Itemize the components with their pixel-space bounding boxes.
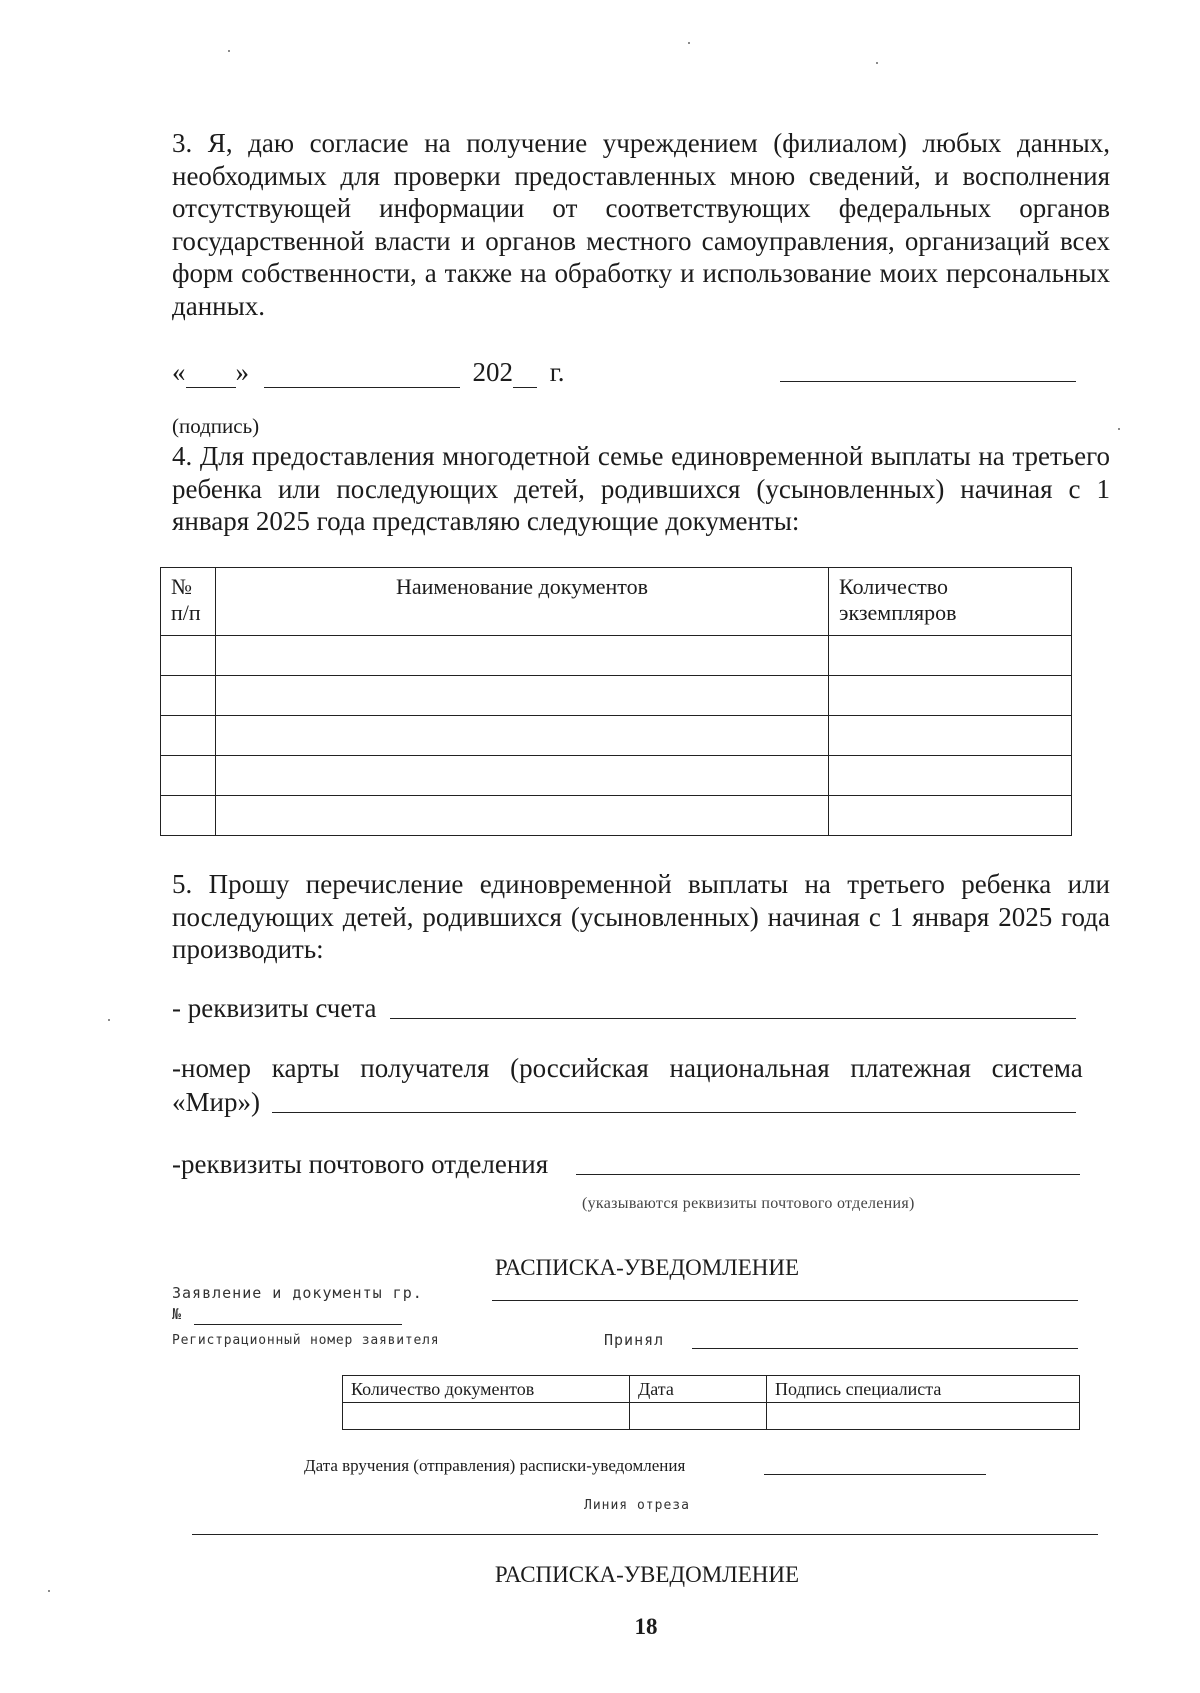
cell-number[interactable] (161, 636, 216, 676)
card-number-label: -номер карты получателя (российская национальная платежная система (172, 1053, 1083, 1083)
year-field[interactable] (513, 361, 537, 388)
accepted-label: Принял (604, 1331, 665, 1349)
table-row (161, 796, 1072, 836)
signature-caption: (подпись) (172, 414, 260, 438)
section-3-consent-text: 3. Я, даю согласие на получение учреждением (филиалом) любых данных, необходимых для проверки предоставленных мною сведений, и восполнения отсутствующей информации от соответствующих федеральных органов государственной власти и органов местного самоуправления, организаций всех форм собственности, а также на обработку и использование моих персональных данных. (172, 128, 1110, 321)
col-number-header: № п/п (161, 568, 216, 636)
receipt-title-second: РАСПИСКА-УВЕДОМЛЕНИЕ (494, 1562, 800, 1587)
cell-number[interactable] (161, 796, 216, 836)
card-number-field[interactable] (272, 1112, 1076, 1113)
scan-speck (876, 62, 878, 64)
account-details-label: - реквизиты счета (172, 993, 377, 1023)
scan-speck (228, 50, 230, 52)
post-office-label: -реквизиты почтового отделения (172, 1149, 549, 1179)
cell-number[interactable] (161, 716, 216, 756)
cell-number[interactable] (161, 756, 216, 796)
cell-name[interactable] (216, 716, 829, 756)
page-number: 18 (634, 1614, 658, 1639)
scan-speck (48, 1590, 50, 1592)
signature-field[interactable] (780, 381, 1076, 382)
receipt-table-header-row (343, 1376, 1080, 1403)
accepted-by-field[interactable] (692, 1348, 1078, 1349)
col-count-header: Количество экземпляров (829, 568, 1072, 636)
signature-date-line (172, 356, 565, 388)
section-4-text: 4. Для предоставления многодетной семье единовременной выплаты на третьего ребенка или последующих детей, родившихся (усыновленных) начиная с 1 января 2025 года представляю следующие документы: (172, 441, 1110, 536)
date-open-quote: « (172, 357, 186, 387)
post-office-field[interactable] (576, 1174, 1080, 1175)
month-field[interactable] (264, 361, 460, 388)
docs-from-label: Заявление и документы гр. (172, 1284, 423, 1302)
receipt-cell-signature[interactable] (767, 1403, 1080, 1430)
table-row (161, 636, 1072, 676)
year-suffix: г. (549, 357, 565, 387)
card-number-label-line1 (172, 1052, 1110, 1084)
post-office-caption: (указываются реквизиты почтового отделения) (582, 1195, 915, 1212)
date-close-quote: » (235, 357, 249, 387)
cell-count[interactable] (829, 756, 1072, 796)
cell-name[interactable] (216, 796, 829, 836)
table-row (161, 676, 1072, 716)
scan-speck (688, 42, 690, 44)
cell-count[interactable] (829, 676, 1072, 716)
section-5-text: 5. Прошу перечисление единовременной выплаты на третьего ребенка или последующих детей, родившихся (усыновленных) начиная с 1 января 2025 года производить: (172, 869, 1110, 964)
cell-name[interactable] (216, 636, 829, 676)
cut-line-label: Линия отреза (584, 1498, 690, 1513)
cell-count[interactable] (829, 636, 1072, 676)
receipt-title: РАСПИСКА-УВЕДОМЛЕНИЕ (494, 1255, 800, 1280)
cell-count[interactable] (829, 716, 1072, 756)
delivery-date-label: Дата вручения (отправления) расписки-уведомления (304, 1456, 686, 1475)
scan-speck (108, 1019, 110, 1021)
receipt-cell-docs-count[interactable] (343, 1403, 630, 1430)
documents-table (160, 567, 1072, 836)
card-number-label-line2: «Мир») (172, 1087, 260, 1117)
reg-number-field[interactable] (194, 1324, 402, 1325)
year-prefix: 202 (472, 357, 513, 387)
account-details-field[interactable] (390, 1018, 1076, 1019)
col-name-header: Наименование документов (216, 568, 829, 636)
table-row (161, 756, 1072, 796)
table-row (161, 716, 1072, 756)
cell-number[interactable] (161, 676, 216, 716)
scan-speck (1118, 428, 1120, 430)
reg-number-caption: Регистрационный номер заявителя (172, 1333, 440, 1348)
table-header-row (161, 568, 1072, 636)
receipt-table-row (343, 1403, 1080, 1430)
delivery-date-field[interactable] (764, 1474, 986, 1475)
cell-count[interactable] (829, 796, 1072, 836)
applicant-name-field[interactable] (492, 1300, 1078, 1301)
receipt-table (342, 1375, 1080, 1430)
cell-name[interactable] (216, 676, 829, 716)
cut-line (192, 1534, 1098, 1535)
receipt-col-date: Дата (630, 1376, 767, 1403)
cell-name[interactable] (216, 756, 829, 796)
number-label: № (172, 1305, 183, 1323)
receipt-col-docs-count: Количество документов (343, 1376, 630, 1403)
receipt-col-signature: Подпись специалиста (767, 1376, 1080, 1403)
day-field[interactable] (186, 361, 236, 388)
receipt-cell-date[interactable] (630, 1403, 767, 1430)
